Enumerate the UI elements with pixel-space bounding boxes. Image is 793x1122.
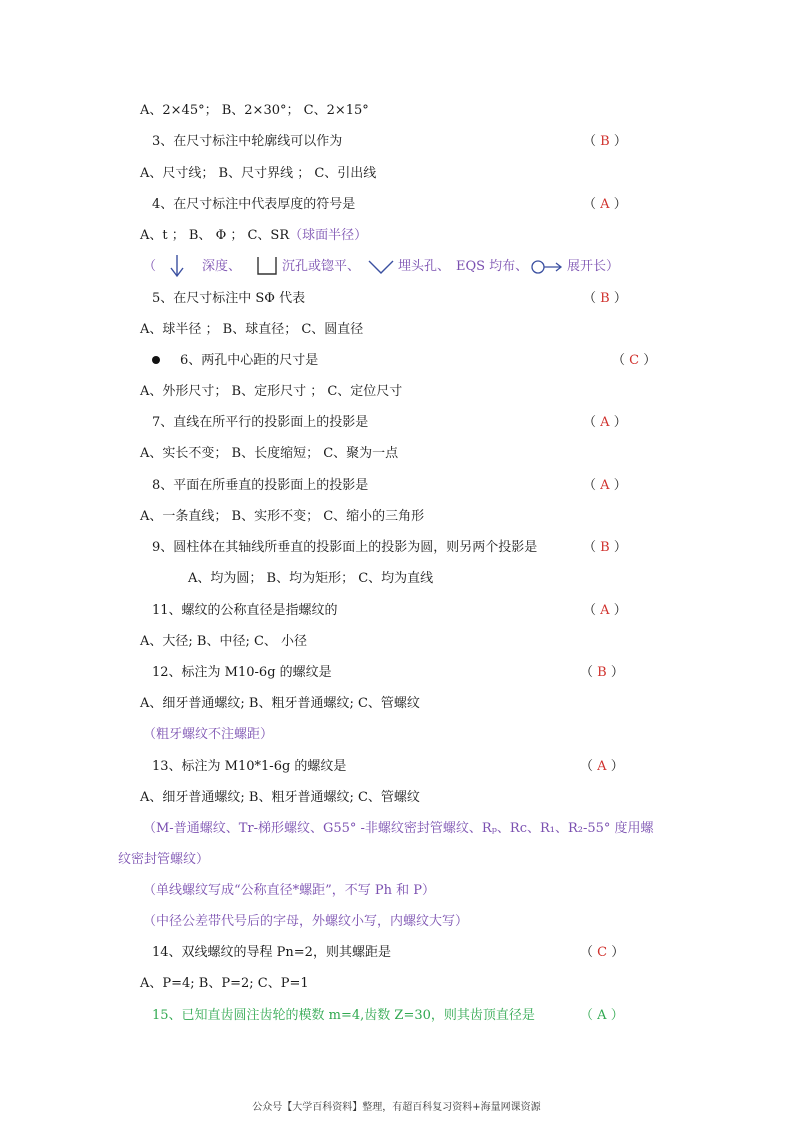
symbol-legend-open: （ (143, 259, 157, 274)
unfolded-length-symbol-icon (528, 258, 564, 276)
option-line: A、2×45°； B、2×30°； C、2×15° (140, 103, 369, 118)
symbol-legend-unfold: 展开长） (567, 259, 620, 274)
answer-5: （ B ） (583, 291, 627, 306)
options-8: A、一条直线； B、实形不变； C、缩小的三角形 (140, 509, 425, 524)
answer-13: （ A ） (580, 759, 624, 774)
answer-9: （ B ） (583, 540, 627, 555)
symbol-legend-countersink: 埋头孔、 (398, 259, 451, 274)
symbol-legend-depth: 深度、 (202, 259, 242, 274)
question-15: 15、已知直齿圆注齿轮的模数 m=4,齿数 Z=30，则其齿顶直径是 (152, 1008, 535, 1023)
page-footer: 公众号【大学百科资料】整理，有超百科复习资料+海量网课资源 (252, 1102, 541, 1113)
question-7: 7、直线在所平行的投影面上的投影是 (152, 415, 369, 430)
symbol-legend-counterbore: 沉孔或锪平、 (282, 259, 361, 274)
answer-7: （ A ） (583, 415, 627, 430)
bullet-icon (152, 356, 160, 364)
answer-12: （ B ） (580, 665, 624, 680)
question-11: 11、螺纹的公称直径是指螺纹的 (152, 603, 338, 618)
question-9: 9、圆柱体在其轴线所垂直的投影面上的投影为圆，则另两个投影是 (152, 540, 538, 555)
question-4: 4、在尺寸标注中代表厚度的符号是 (152, 197, 356, 212)
options-11: A、大径; B、中径; C、 小径 (140, 634, 308, 649)
countersink-symbol-icon (367, 258, 395, 276)
answer-8: （ A ） (583, 478, 627, 493)
options-13: A、细牙普通螺纹; B、粗牙普通螺纹; C、管螺纹 (140, 790, 420, 805)
answer-3: （ B ） (583, 134, 627, 149)
options-7: A、实长不变； B、长度缩短； C、聚为一点 (140, 446, 399, 461)
answer-15: （ A ） (580, 1008, 624, 1023)
question-12: 12、标注为 M10-6g 的螺纹是 (152, 665, 332, 680)
depth-symbol-icon (166, 253, 188, 279)
answer-4: （ A ） (583, 197, 627, 212)
question-6: 6、两孔中心距的尺寸是 (180, 353, 319, 368)
question-3: 3、在尺寸标注中轮廓线可以作为 (152, 134, 343, 149)
counterbore-symbol-icon (255, 255, 279, 277)
answer-11: （ A ） (583, 603, 627, 618)
options-4: A、t ； B、 Φ ； C、SR（球面半径） (140, 228, 368, 243)
note-tolerance: （中径公差带代号后的字母，外螺纹小写，内螺纹大写） (143, 914, 469, 929)
question-14: 14、双线螺纹的导程 Pn=2，则其螺距是 (152, 945, 391, 960)
options-12: A、细牙普通螺纹; B、粗牙普通螺纹; C、管螺纹 (140, 696, 420, 711)
options-14: A、P=4; B、P=2; C、P=1 (140, 976, 309, 991)
question-13: 13、标注为 M10*1-6g 的螺纹是 (152, 759, 347, 774)
options-5: A、球半径 ； B、球直径； C、圆直径 (140, 322, 364, 337)
note-thread-types-cont: 纹密封管螺纹） (118, 852, 210, 867)
answer-14: （ C ） (580, 945, 625, 960)
options-3: A、尺寸线； B、尺寸界线 ； C、引出线 (140, 166, 377, 181)
answer-6: （ C ） (612, 353, 657, 368)
note-single-thread: （单线螺纹写成“公称直径*螺距”，不写 Ph 和 P） (143, 883, 436, 898)
question-8: 8、平面在所垂直的投影面上的投影是 (152, 478, 369, 493)
options-6: A、外形尺寸； B、定形尺寸 ； C、定位尺寸 (140, 384, 403, 399)
question-5: 5、在尺寸标注中 SΦ 代表 (152, 291, 306, 306)
note-12: （粗牙螺纹不注螺距） (143, 727, 274, 742)
note-thread-types: （M-普通螺纹、Tr-梯形螺纹、G55° -非螺纹密封管螺纹、Rₚ、Rc、R₁、R₂-55° 度用螺 (143, 821, 654, 836)
symbol-legend-eqs: EQS 均布、 (456, 259, 529, 274)
options-9: A、均为圆； B、均为矩形； C、均为直线 (188, 571, 434, 586)
